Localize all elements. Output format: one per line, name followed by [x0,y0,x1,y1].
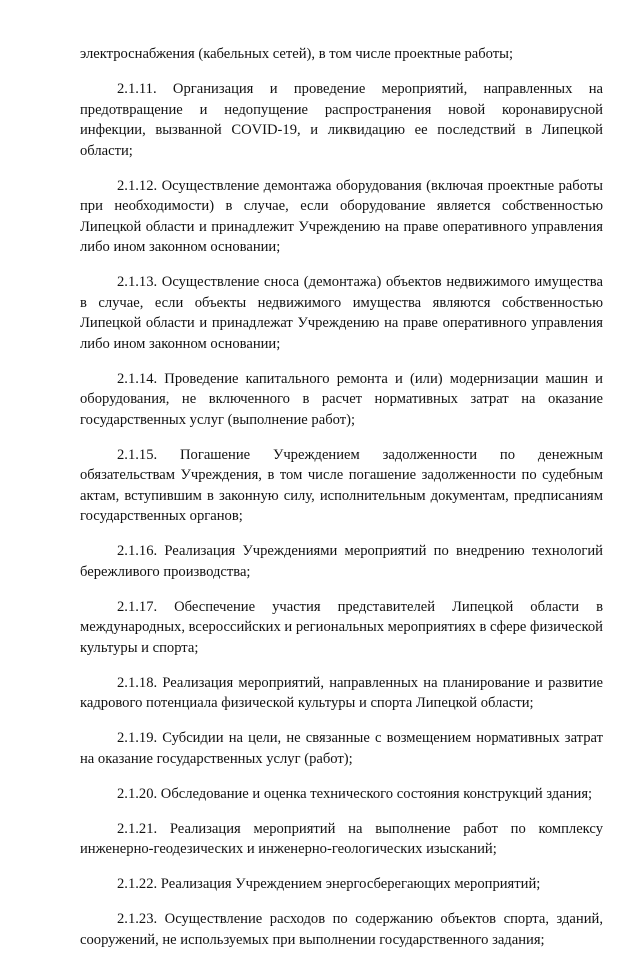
paragraph-2-1-22: 2.1.22. Реализация Учреждением энергосберегающих мероприятий; [117,876,541,892]
paragraph-continuation: электроснабжения (кабельных сетей), в том числе проектные работы; [80,46,513,62]
paragraph-2-1-21: 2.1.21. Реализация мероприятий на выполнение работ по комплексу инженерно-геодезических и инженерно-геологических изысканий; [80,820,603,857]
paragraph-2-1-12: 2.1.12. Осуществление демонтажа оборудования (включая проектные работы при необходимости) в случае, если оборудование является собственностью Липецкой области и принадлежит Учреждению на праве оперативного управления либо ином законном основании; [80,177,603,255]
paragraph-2-1-14: 2.1.14. Проведение капитального ремонта и (или) модернизации машин и оборудования, не включенного в расчет нормативных затрат на оказание государственных услуг (выполнение работ); [80,370,603,428]
paragraph-2-1-15: 2.1.15. Погашение Учреждением задолженности по денежным обязательствам Учреждения, в том числе погашение задолженности по судебным актам, вступившим в законную силу, исполнительным документам, предписаниям государственных органов; [80,446,603,524]
paragraph-2-1-20: 2.1.20. Обследование и оценка технического состояния конструкций здания; [117,785,593,802]
paragraph-2-1-19: 2.1.19. Субсидии на цели, не связанные с возмещением нормативных затрат на оказание государственных услуг (работ); [80,730,603,767]
paragraph-2-1-23: 2.1.23. Осуществление расходов по содержанию объектов спорта, зданий, сооружений, не используемых при выполнении государственного задания; [80,911,603,948]
document-page [80,44,603,965]
paragraph-2-1-16: 2.1.16. Реализация Учреждениями мероприятий по внедрению технологий бережливого производства; [80,543,603,580]
paragraph-2-1-17: 2.1.17. Обеспечение участия представителей Липецкой области в международных, всероссийских и региональных мероприятиях в сфере физической культуры и спорта; [80,598,603,656]
paragraph-2-1-13: 2.1.13. Осуществление сноса (демонтажа) объектов недвижимого имущества в случае, если объекты недвижимого имущества являются собственностью Липецкой области и принадлежат Учреждению на праве оперативного управления либо ином законном основании; [80,274,603,352]
paragraph-2-1-11: 2.1.11. Организация и проведение мероприятий, направленных на предотвращение и недопущение распространения новой коронавирусной инфекции, вызванной COVID-19, и ликвидацию ее последствий в Липецкой области; [80,81,603,159]
paragraph-2-1-18: 2.1.18. Реализация мероприятий, направленных на планирование и развитие кадрового потенциала физической культуры и спорта Липецкой области; [80,674,603,711]
